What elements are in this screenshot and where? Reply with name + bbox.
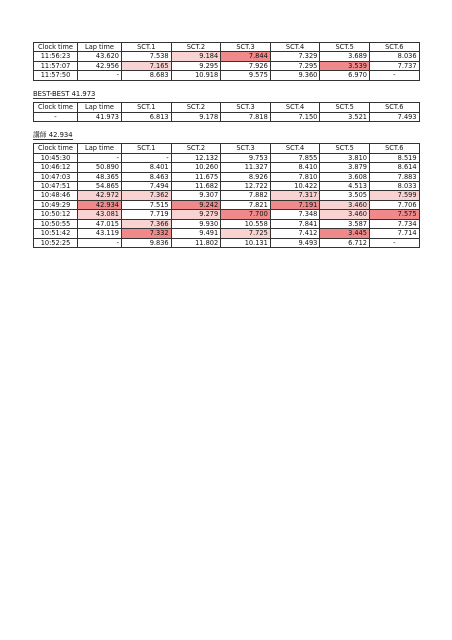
table-cell: 9.575 xyxy=(221,71,271,80)
column-header: Clock time xyxy=(34,103,78,112)
table-cell: 11.675 xyxy=(171,172,221,181)
table-cell: 7.700 xyxy=(221,210,271,219)
table-cell: 8.683 xyxy=(122,71,172,80)
column-header: SCT.6 xyxy=(369,103,419,112)
table-cell: 10:49:29 xyxy=(34,200,78,209)
laps-table-1 xyxy=(33,42,420,81)
table-cell: 10:51:42 xyxy=(34,229,78,238)
table-cell: - xyxy=(78,238,122,247)
table-body xyxy=(34,153,420,247)
table-cell: 3.460 xyxy=(320,200,370,209)
table-cell: 9.242 xyxy=(171,200,221,209)
table-row xyxy=(34,52,420,61)
table-cell: 43.620 xyxy=(78,52,122,61)
table-cell: 6.712 xyxy=(320,238,370,247)
table-cell: 11.682 xyxy=(171,182,221,191)
table-row xyxy=(34,112,420,121)
table-row xyxy=(34,172,420,181)
column-header: Lap time xyxy=(78,144,122,153)
column-header: Clock time xyxy=(34,144,78,153)
column-header: Lap time xyxy=(78,103,122,112)
lap-sheet xyxy=(33,42,419,248)
table-row xyxy=(34,153,420,162)
table-cell: 7.841 xyxy=(270,219,320,228)
table-cell: 10:50:55 xyxy=(34,219,78,228)
table-cell: 11:57:07 xyxy=(34,61,78,70)
table-cell: 7.883 xyxy=(369,172,419,181)
table-cell: 3.810 xyxy=(320,153,370,162)
table-cell: - xyxy=(78,153,122,162)
table-cell: 7.818 xyxy=(221,112,271,121)
table-row xyxy=(34,200,420,209)
table-body xyxy=(34,52,420,80)
column-header: SCT.1 xyxy=(122,103,172,112)
table-body xyxy=(34,112,420,121)
table-cell: 9.836 xyxy=(122,238,172,247)
table-cell: 9.279 xyxy=(171,210,221,219)
table-cell: 9.930 xyxy=(171,219,221,228)
table-cell: 10:52:25 xyxy=(34,238,78,247)
table-cell: 8.614 xyxy=(369,163,419,172)
table-cell: 10.422 xyxy=(270,182,320,191)
table-row xyxy=(34,61,420,70)
table-cell: 54.865 xyxy=(78,182,122,191)
table-cell: 7.734 xyxy=(369,219,419,228)
table-cell: 6.813 xyxy=(122,112,172,121)
table-cell: 8.926 xyxy=(221,172,271,181)
table-cell: 9.184 xyxy=(171,52,221,61)
column-header: SCT.4 xyxy=(270,144,320,153)
column-header: SCT.6 xyxy=(369,43,419,52)
table-cell: 7.150 xyxy=(270,112,320,121)
table-cell: 10.558 xyxy=(221,219,271,228)
column-header: Clock time xyxy=(34,43,78,52)
table-cell: - xyxy=(122,153,172,162)
table-cell: 7.515 xyxy=(122,200,172,209)
table-row xyxy=(34,191,420,200)
column-header: SCT.2 xyxy=(171,144,221,153)
table-cell: 3.539 xyxy=(320,61,370,70)
table-cell: 7.494 xyxy=(122,182,172,191)
column-header: SCT.4 xyxy=(270,103,320,112)
table-cell: 7.317 xyxy=(270,191,320,200)
table-row xyxy=(34,182,420,191)
table-cell: 10:47:03 xyxy=(34,172,78,181)
table-cell: 7.362 xyxy=(122,191,172,200)
table-cell: - xyxy=(34,112,78,121)
table-cell: 7.719 xyxy=(122,210,172,219)
table-cell: 12.722 xyxy=(221,182,271,191)
table-cell: 4.513 xyxy=(320,182,370,191)
table-cell: 3.521 xyxy=(320,112,370,121)
table-cell: - xyxy=(78,71,122,80)
table-cell: 7.882 xyxy=(221,191,271,200)
table-cell: 8.401 xyxy=(122,163,172,172)
table-header-row xyxy=(34,43,420,52)
table-cell: 3.460 xyxy=(320,210,370,219)
table-cell: 7.295 xyxy=(270,61,320,70)
table-cell: 10:50:12 xyxy=(34,210,78,219)
table-cell: 7.329 xyxy=(270,52,320,61)
column-header: SCT.1 xyxy=(122,43,172,52)
table-cell: 3.505 xyxy=(320,191,370,200)
table-row xyxy=(34,210,420,219)
column-header: SCT.2 xyxy=(171,43,221,52)
table-cell: 9.753 xyxy=(221,153,271,162)
table-row xyxy=(34,219,420,228)
table-cell: 6.970 xyxy=(320,71,370,80)
table-cell: 3.689 xyxy=(320,52,370,61)
table-cell: 8.410 xyxy=(270,163,320,172)
table-cell: 42.934 xyxy=(78,200,122,209)
table-cell: 7.926 xyxy=(221,61,271,70)
laps-table-2 xyxy=(33,143,420,247)
best-best-label: BEST-BEST 41.973 xyxy=(33,89,96,98)
table-cell: 41.973 xyxy=(78,112,122,121)
table-cell: - xyxy=(369,238,419,247)
table-header-row xyxy=(34,103,420,112)
column-header: SCT.5 xyxy=(320,144,370,153)
table-cell: 10.131 xyxy=(221,238,271,247)
table-cell: 10.918 xyxy=(171,71,221,80)
table-cell: 7.165 xyxy=(122,61,172,70)
table-row xyxy=(34,238,420,247)
table-cell: 10:47:51 xyxy=(34,182,78,191)
column-header: SCT.1 xyxy=(122,144,172,153)
table-cell: 7.599 xyxy=(369,191,419,200)
table-cell: - xyxy=(369,71,419,80)
table-cell: 47.015 xyxy=(78,219,122,228)
table-cell: 3.587 xyxy=(320,219,370,228)
table-cell: 7.714 xyxy=(369,229,419,238)
table-cell: 10:46:12 xyxy=(34,163,78,172)
table-cell: 3.608 xyxy=(320,172,370,181)
best-best-table xyxy=(33,102,420,122)
table-cell: 3.879 xyxy=(320,163,370,172)
table-cell: 7.725 xyxy=(221,229,271,238)
table-cell: 11.802 xyxy=(171,238,221,247)
table-cell: 12.132 xyxy=(171,153,221,162)
table-row xyxy=(34,163,420,172)
table-cell: 50.890 xyxy=(78,163,122,172)
table-cell: 48.365 xyxy=(78,172,122,181)
table-cell: 7.810 xyxy=(270,172,320,181)
table-cell: 9.491 xyxy=(171,229,221,238)
table-cell: 10.260 xyxy=(171,163,221,172)
table-cell: 10:48:46 xyxy=(34,191,78,200)
table-cell: 8.463 xyxy=(122,172,172,181)
table-cell: 8.036 xyxy=(369,52,419,61)
table-cell: 11.327 xyxy=(221,163,271,172)
table-cell: 43.119 xyxy=(78,229,122,238)
table-cell: 7.706 xyxy=(369,200,419,209)
table-cell: 10:45:30 xyxy=(34,153,78,162)
column-header: SCT.4 xyxy=(270,43,320,52)
column-header: SCT.2 xyxy=(171,103,221,112)
table-cell: 42.972 xyxy=(78,191,122,200)
column-header: SCT.3 xyxy=(221,144,271,153)
table-cell: 42.956 xyxy=(78,61,122,70)
table-cell: 7.332 xyxy=(122,229,172,238)
column-header: SCT.5 xyxy=(320,103,370,112)
table-cell: 7.844 xyxy=(221,52,271,61)
table-cell: 7.855 xyxy=(270,153,320,162)
column-header: Lap time xyxy=(78,43,122,52)
table-cell: 11:57:50 xyxy=(34,71,78,80)
column-header: SCT.5 xyxy=(320,43,370,52)
table-cell: 9.178 xyxy=(171,112,221,121)
table-cell: 7.366 xyxy=(122,219,172,228)
table-cell: 9.360 xyxy=(270,71,320,80)
table-cell: 7.493 xyxy=(369,112,419,121)
column-header: SCT.3 xyxy=(221,43,271,52)
table-cell: 7.575 xyxy=(369,210,419,219)
table-cell: 9.295 xyxy=(171,61,221,70)
column-header: SCT.6 xyxy=(369,144,419,153)
driver-best-label: 講師 42.934 xyxy=(33,130,73,139)
table-cell: 7.538 xyxy=(122,52,172,61)
table-cell: 11:56:23 xyxy=(34,52,78,61)
table-row xyxy=(34,229,420,238)
table-cell: 9.493 xyxy=(270,238,320,247)
table-cell: 7.191 xyxy=(270,200,320,209)
table-header-row xyxy=(34,144,420,153)
table-cell: 3.445 xyxy=(320,229,370,238)
table-cell: 7.737 xyxy=(369,61,419,70)
column-header: SCT.3 xyxy=(221,103,271,112)
table-cell: 7.821 xyxy=(221,200,271,209)
table-cell: 8.033 xyxy=(369,182,419,191)
table-cell: 9.307 xyxy=(171,191,221,200)
table-cell: 7.348 xyxy=(270,210,320,219)
table-cell: 7.412 xyxy=(270,229,320,238)
table-cell: 43.081 xyxy=(78,210,122,219)
table-row xyxy=(34,71,420,80)
table-cell: 8.519 xyxy=(369,153,419,162)
